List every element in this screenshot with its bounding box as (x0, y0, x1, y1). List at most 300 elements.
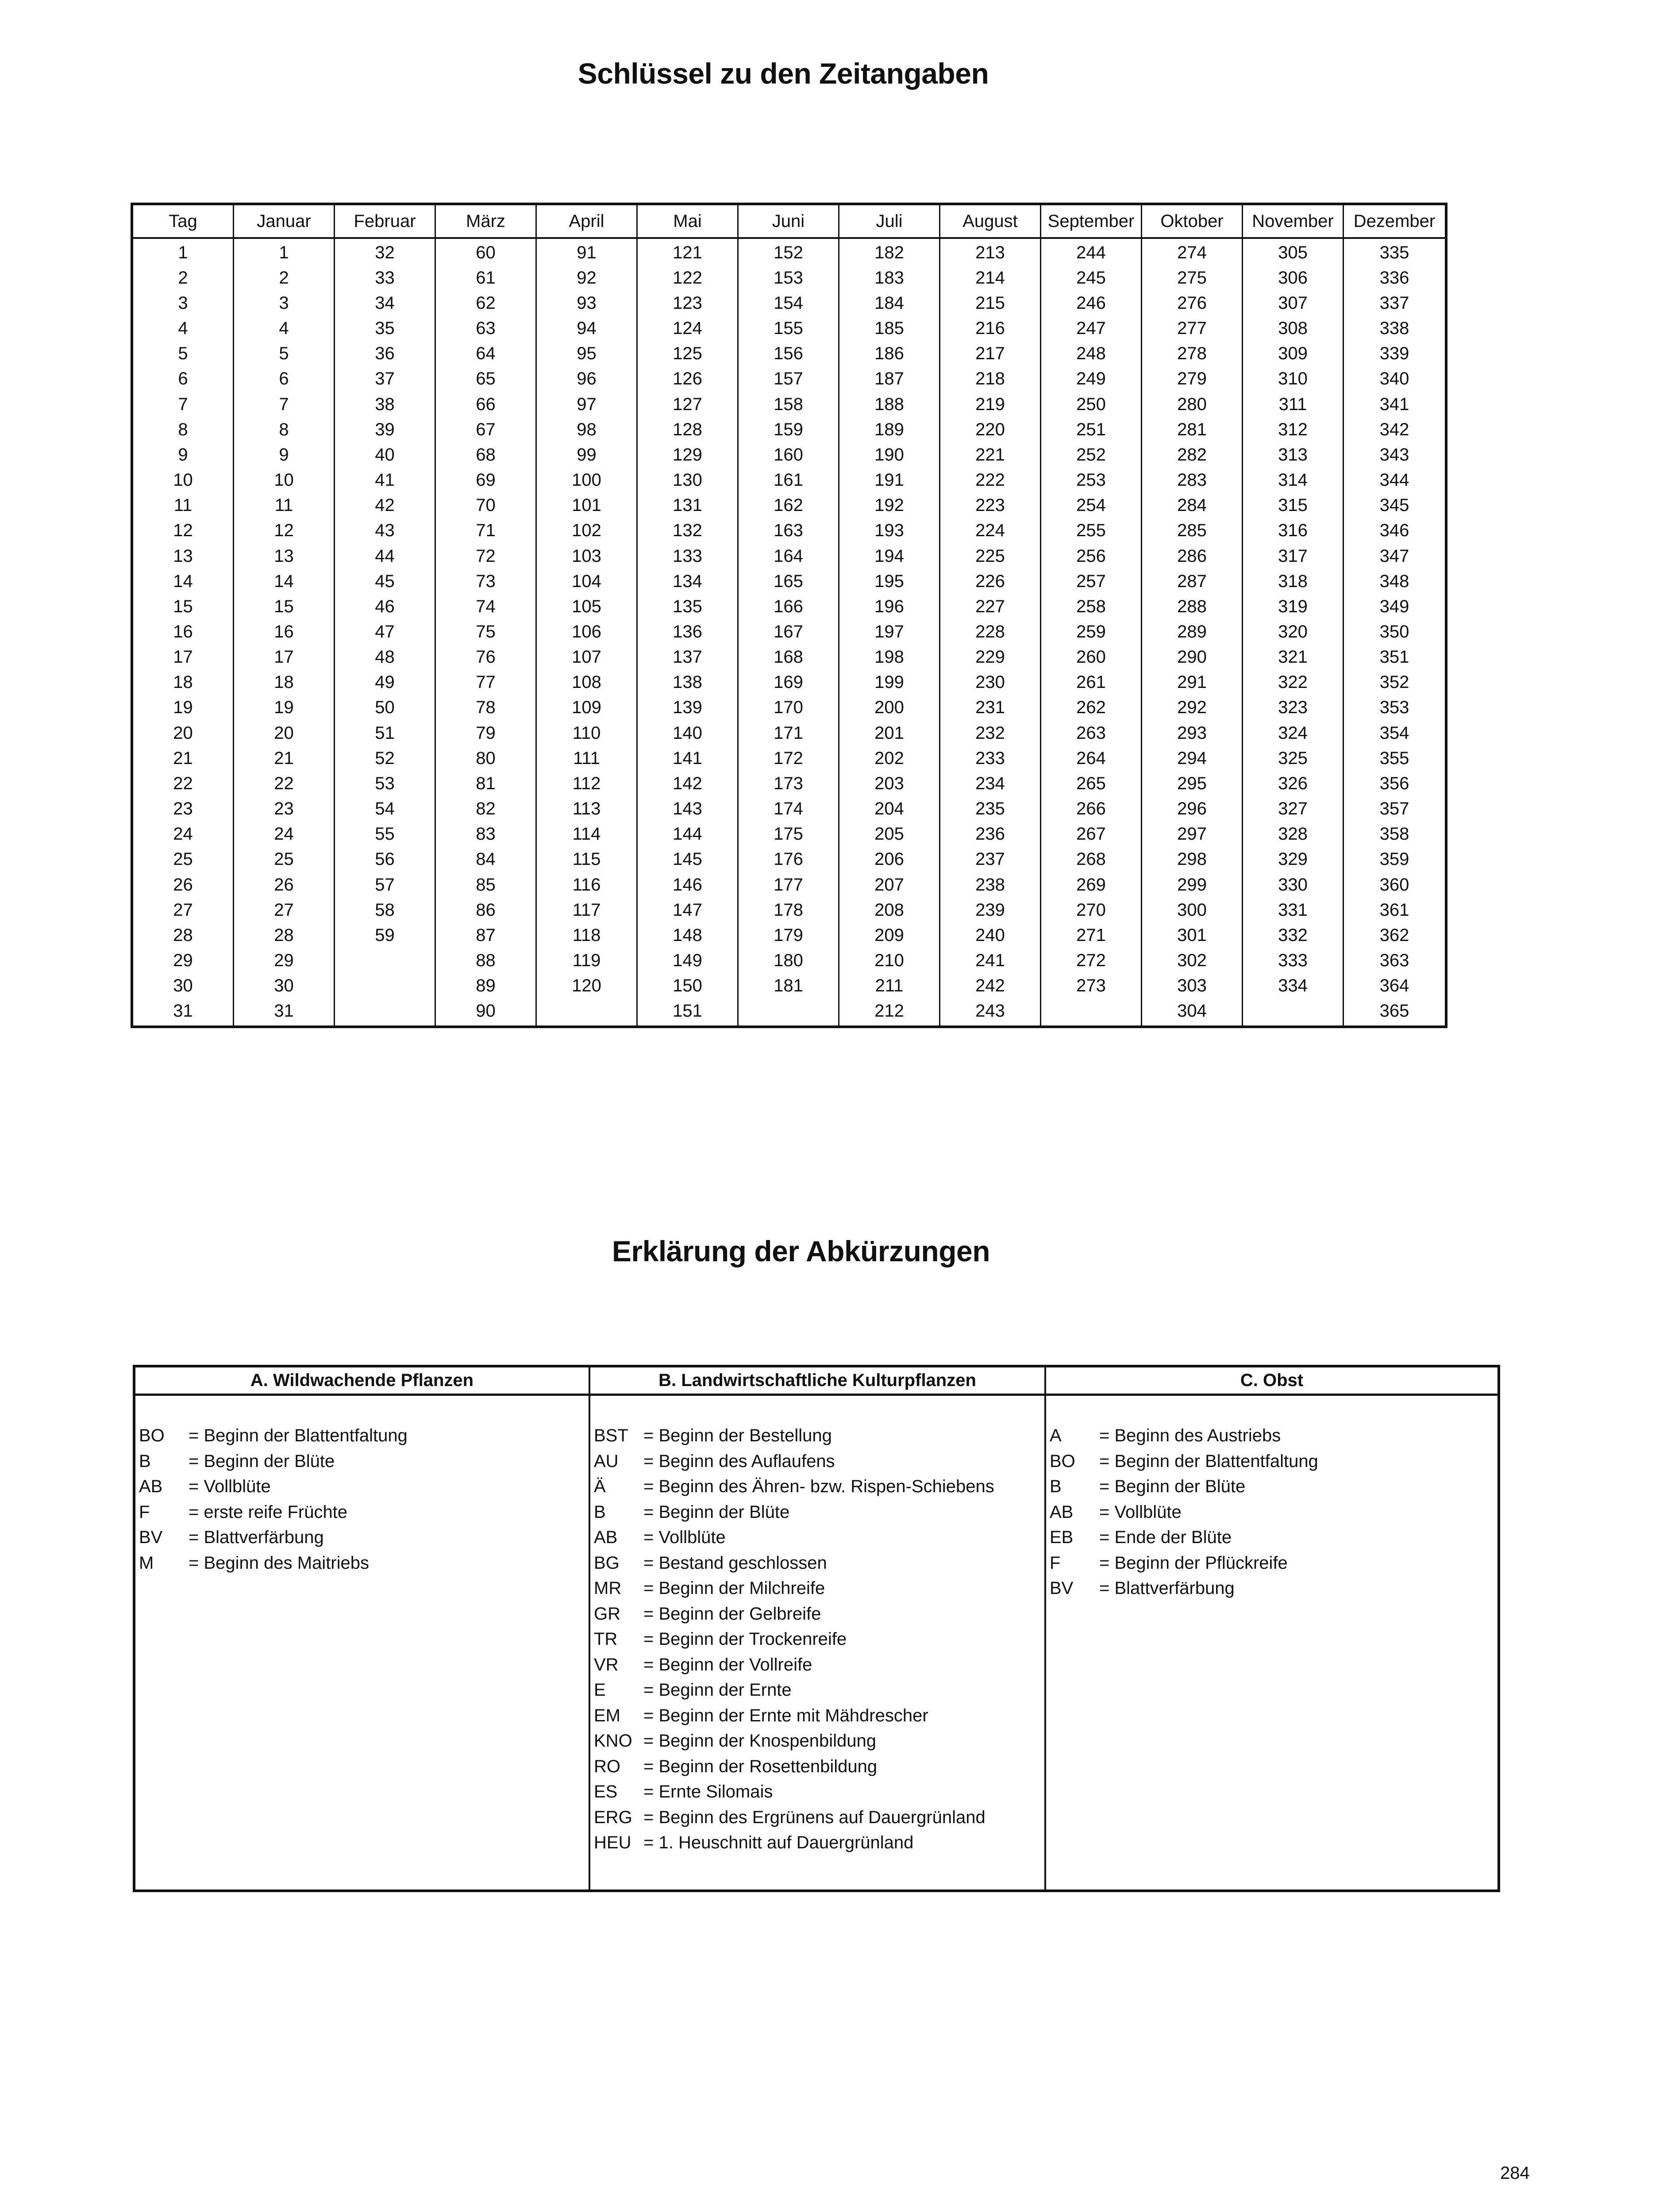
table-cell: 28 (173, 925, 193, 945)
abbreviation-code: BV (139, 1528, 163, 1548)
table-cell: 18 (173, 672, 193, 692)
table-cell: 126 (673, 369, 702, 389)
table-cell: 25 (274, 849, 294, 869)
table-cell: 262 (1076, 698, 1106, 718)
table-cell: 87 (476, 925, 496, 945)
table-cell: 95 (577, 344, 597, 364)
table-cell: 302 (1177, 951, 1207, 971)
table-cell: 313 (1278, 445, 1308, 465)
table-cell: 266 (1076, 799, 1106, 819)
abbreviation-item (1050, 1474, 1497, 1500)
abbreviation-item (594, 1449, 1044, 1475)
abbreviation-meaning: = Beginn der Ernte (643, 1680, 792, 1700)
table-cell: 349 (1379, 596, 1409, 616)
table-cell: 250 (1076, 394, 1106, 414)
table-cell: 238 (975, 875, 1005, 895)
table-cell: 187 (874, 369, 904, 389)
abbreviation-code: BO (139, 1426, 165, 1446)
table-cell: 363 (1379, 951, 1409, 971)
table-cell: 247 (1076, 319, 1106, 338)
table-cell: 30 (274, 976, 294, 996)
table-cell: 212 (874, 1001, 904, 1021)
table-cell: 11 (173, 495, 192, 515)
abbreviation-group (1046, 1367, 1497, 1889)
abbreviation-meaning: = Beginn der Vollreife (643, 1655, 812, 1674)
table-cell: 175 (774, 824, 803, 844)
table-cell: 42 (375, 495, 395, 515)
table-cell: 232 (975, 723, 1005, 743)
table-cell: 338 (1379, 319, 1409, 338)
table-cell: 256 (1076, 546, 1106, 566)
table-cell: 16 (173, 622, 193, 641)
abbreviation-code: BO (1050, 1451, 1075, 1471)
table-cell: 130 (673, 470, 702, 490)
abbreviation-code: ERG (594, 1807, 632, 1827)
table-column (940, 239, 1041, 1025)
abbreviation-meaning: = Beginn des Maitriebs (189, 1553, 370, 1573)
table-cell: 293 (1177, 723, 1207, 743)
table-cell: 24 (173, 824, 193, 844)
table-cell: 142 (673, 773, 702, 793)
abbreviation-code: AB (139, 1477, 163, 1497)
table-cell: 154 (774, 293, 803, 313)
table-cell: 145 (673, 849, 702, 869)
table-cell: 79 (476, 723, 496, 743)
abbreviation-item (139, 1551, 589, 1576)
table-cell: 326 (1278, 773, 1308, 793)
table-cell: 324 (1278, 723, 1308, 743)
table-cell: 354 (1379, 723, 1409, 743)
abbreviation-group (590, 1367, 1046, 1889)
table-cell: 273 (1076, 976, 1106, 996)
abbreviation-meaning: = Vollblüte (1099, 1502, 1182, 1522)
abbreviation-item (594, 1576, 1044, 1601)
table-cell: 57 (375, 875, 395, 895)
table-cell: 237 (975, 849, 1005, 869)
abbreviation-code: KNO (594, 1731, 632, 1751)
abbreviation-item (139, 1474, 589, 1500)
abbreviation-meaning: = Beginn der Knospenbildung (643, 1731, 876, 1751)
table-cell: 316 (1278, 521, 1308, 541)
table-cell: 123 (673, 293, 702, 313)
page-number: 284 (1500, 2163, 1530, 2183)
table-cell: 242 (975, 976, 1005, 996)
table-cell: 321 (1278, 647, 1308, 667)
table-cell: 2 (279, 268, 289, 288)
column-header: Juli (839, 205, 940, 237)
table-cell: 37 (375, 369, 395, 389)
table-cell: 125 (673, 344, 702, 364)
abbreviation-code: AU (594, 1451, 619, 1471)
table-cell: 282 (1177, 445, 1207, 465)
table-cell: 260 (1076, 647, 1106, 667)
abbreviation-item (594, 1525, 1044, 1551)
table-cell: 312 (1278, 419, 1308, 439)
table-cell: 94 (577, 319, 597, 338)
table-cell: 40 (375, 445, 395, 465)
table-cell: 345 (1379, 495, 1409, 515)
table-cell: 70 (476, 495, 496, 515)
abbreviation-item (594, 1627, 1044, 1652)
abbreviation-meaning: = Ernte Silomais (643, 1782, 773, 1802)
abbreviation-meaning: = 1. Heuschnitt auf Dauergrünland (643, 1833, 914, 1853)
table-cell: 21 (274, 748, 294, 768)
abbreviation-meaning: = Beginn der Blattentfaltung (1099, 1451, 1318, 1471)
table-cell: 157 (774, 369, 803, 389)
table-cell: 296 (1177, 799, 1207, 819)
table-cell: 27 (274, 900, 294, 920)
table-cell: 182 (874, 242, 904, 262)
table-cell: 5 (279, 344, 289, 364)
table-cell: 188 (874, 394, 904, 414)
table-cell: 283 (1177, 470, 1207, 490)
table-cell: 241 (975, 951, 1005, 971)
table-cell: 221 (975, 445, 1005, 465)
abbreviation-item (594, 1728, 1044, 1754)
abbreviation-item (594, 1805, 1044, 1831)
abbreviation-code: HEU (594, 1833, 631, 1853)
abbreviation-meaning: = Vollblüte (643, 1528, 726, 1548)
table-cell: 22 (173, 773, 193, 793)
abbreviation-item (594, 1601, 1044, 1627)
table-cell: 62 (476, 293, 496, 313)
table-cell: 305 (1278, 242, 1308, 262)
abbreviation-item (139, 1500, 589, 1525)
table-cell: 47 (375, 622, 395, 641)
table-cell: 118 (572, 925, 601, 945)
table-cell: 299 (1177, 875, 1207, 895)
table-cell: 272 (1076, 951, 1106, 971)
table-cell: 120 (572, 976, 601, 996)
abbreviation-code: RO (594, 1756, 620, 1776)
table-cell: 171 (774, 723, 803, 743)
table-cell: 309 (1278, 344, 1308, 364)
table-cell: 131 (673, 495, 702, 515)
table-cell: 117 (572, 900, 601, 920)
table-cell: 298 (1177, 849, 1207, 869)
table-cell: 318 (1278, 571, 1308, 591)
table-cell: 174 (774, 799, 803, 819)
abbreviation-code: MR (594, 1578, 622, 1598)
table-cell: 71 (476, 521, 496, 541)
abbreviation-meaning: = Vollblüte (189, 1477, 271, 1497)
abbreviation-item (139, 1449, 589, 1475)
table-cell: 135 (673, 596, 702, 616)
abbreviation-item (594, 1703, 1044, 1729)
abbreviation-meaning: = Blattverfärbung (189, 1528, 324, 1548)
table-body (133, 239, 1445, 1025)
table-cell: 31 (274, 1001, 294, 1021)
column-header: September (1041, 205, 1142, 237)
table-cell: 334 (1278, 976, 1308, 996)
table-cell: 1 (279, 242, 289, 262)
table-column (1243, 239, 1344, 1025)
abbreviation-item (1050, 1423, 1497, 1449)
table-column (537, 239, 638, 1025)
table-cell: 104 (572, 571, 601, 591)
table-cell (335, 973, 435, 998)
table-cell: 113 (572, 799, 601, 819)
table-cell: 161 (774, 470, 803, 490)
table-cell: 3 (279, 293, 289, 313)
table-cell: 325 (1278, 748, 1308, 768)
abbreviation-group (135, 1367, 590, 1889)
table-cell: 24 (274, 824, 294, 844)
page-title: Schlüssel zu den Zeitangaben (577, 57, 989, 90)
table-cell: 30 (173, 976, 193, 996)
table-cell (537, 998, 636, 1024)
table-cell: 235 (975, 799, 1005, 819)
abbreviation-code: M (139, 1553, 154, 1573)
table-cell: 315 (1278, 495, 1308, 515)
table-cell: 343 (1379, 445, 1409, 465)
table-cell: 67 (476, 419, 496, 439)
table-cell: 144 (673, 824, 702, 844)
table-cell: 76 (476, 647, 496, 667)
table-cell: 134 (673, 571, 702, 591)
table-cell: 258 (1076, 596, 1106, 616)
table-cell: 136 (673, 622, 702, 641)
abbreviation-code: F (139, 1502, 150, 1522)
table-cell: 109 (572, 698, 601, 718)
table-cell: 327 (1278, 799, 1308, 819)
table-cell: 41 (375, 470, 395, 490)
table-cell: 158 (774, 394, 803, 414)
table-cell: 344 (1379, 470, 1409, 490)
table-cell: 22 (274, 773, 294, 793)
abbreviation-item (1050, 1525, 1497, 1551)
table-cell: 19 (173, 698, 193, 718)
table-cell: 20 (173, 723, 193, 743)
table-cell: 285 (1177, 521, 1207, 541)
table-cell: 195 (874, 571, 904, 591)
table-cell: 244 (1076, 242, 1106, 262)
table-cell: 23 (274, 799, 294, 819)
abbreviation-meaning: = Beginn der Trockenreife (643, 1629, 847, 1649)
abbreviation-code: B (1050, 1477, 1062, 1497)
abbreviation-code: BST (594, 1426, 628, 1446)
table-cell: 29 (173, 951, 193, 971)
column-header: November (1243, 205, 1344, 237)
table-cell (335, 998, 435, 1024)
abbreviation-item (1050, 1500, 1497, 1525)
table-cell: 77 (476, 672, 496, 692)
table-cell: 243 (975, 1001, 1005, 1021)
table-cell: 137 (673, 647, 702, 667)
table-cell: 359 (1379, 849, 1409, 869)
abbreviation-code: B (139, 1451, 151, 1471)
table-cell: 143 (673, 799, 702, 819)
abbreviation-list (590, 1396, 1044, 1856)
table-cell: 180 (774, 951, 803, 971)
table-cell: 196 (874, 596, 904, 616)
table-cell: 59 (375, 925, 395, 945)
table-cell: 1 (178, 242, 188, 262)
table-cell: 92 (577, 268, 597, 288)
table-cell: 225 (975, 546, 1005, 566)
table-cell: 249 (1076, 369, 1106, 389)
table-cell: 198 (874, 647, 904, 667)
table-cell: 210 (874, 951, 904, 971)
table-cell: 7 (279, 394, 289, 414)
table-cell: 294 (1177, 748, 1207, 768)
table-cell: 336 (1379, 268, 1409, 288)
table-cell: 269 (1076, 875, 1106, 895)
table-cell: 61 (476, 268, 496, 288)
table-cell: 153 (774, 268, 803, 288)
table-cell: 178 (774, 900, 803, 920)
table-cell: 218 (975, 369, 1005, 389)
table-cell: 50 (375, 698, 395, 718)
table-cell: 331 (1278, 900, 1308, 920)
table-cell: 2 (178, 268, 188, 288)
table-cell: 206 (874, 849, 904, 869)
abbreviation-code: EM (594, 1705, 620, 1725)
table-cell: 85 (476, 875, 496, 895)
table-column (739, 239, 839, 1025)
table-cell: 231 (975, 698, 1005, 718)
table-cell: 112 (572, 773, 601, 793)
table-cell: 139 (673, 698, 702, 718)
abbreviation-code: A (1050, 1426, 1062, 1446)
abbreviation-meaning: = Beginn des Ähren- bzw. Rispen-Schiebens (643, 1477, 994, 1497)
table-cell: 223 (975, 495, 1005, 515)
table-cell: 128 (673, 419, 702, 439)
table-cell: 216 (975, 319, 1005, 338)
table-cell: 357 (1379, 799, 1409, 819)
abbreviation-code: AB (1050, 1502, 1074, 1522)
table-cell: 214 (975, 268, 1005, 288)
table-cell: 301 (1177, 925, 1207, 945)
table-cell: 329 (1278, 849, 1308, 869)
table-cell: 172 (774, 748, 803, 768)
table-cell: 191 (874, 470, 904, 490)
table-cell: 201 (874, 723, 904, 743)
table-cell: 159 (774, 419, 803, 439)
table-cell: 107 (572, 647, 601, 667)
abbreviation-code: E (594, 1680, 606, 1700)
table-cell: 162 (774, 495, 803, 515)
column-header: März (436, 205, 537, 237)
abbreviation-meaning: = Beginn der Bestellung (643, 1426, 832, 1446)
table-column (1344, 239, 1445, 1025)
table-cell: 165 (774, 571, 803, 591)
abbreviation-meaning: = Beginn des Austriebs (1099, 1426, 1281, 1446)
table-cell: 141 (673, 748, 702, 768)
table-cell: 7 (178, 394, 188, 414)
table-cell: 303 (1177, 976, 1207, 996)
table-cell: 364 (1379, 976, 1409, 996)
table-cell: 155 (774, 319, 803, 338)
table-cell: 10 (173, 470, 193, 490)
abbreviation-code: BG (594, 1553, 620, 1573)
table-cell: 108 (572, 672, 601, 692)
abbreviation-code: Ä (594, 1477, 606, 1497)
table-cell: 352 (1379, 672, 1409, 692)
table-cell: 311 (1278, 394, 1307, 414)
table-cell: 83 (476, 824, 496, 844)
table-cell: 148 (673, 925, 702, 945)
table-cell: 236 (975, 824, 1005, 844)
table-cell: 160 (774, 445, 803, 465)
table-cell: 317 (1278, 546, 1308, 566)
table-cell: 274 (1177, 242, 1207, 262)
table-cell: 295 (1177, 773, 1207, 793)
table-cell: 297 (1177, 824, 1207, 844)
abbreviation-meaning: = Beginn der Rosettenbildung (643, 1756, 878, 1776)
table-cell: 268 (1076, 849, 1106, 869)
table-cell: 205 (874, 824, 904, 844)
abbreviation-code: F (1050, 1553, 1061, 1573)
abbreviation-item (594, 1754, 1044, 1780)
table-cell: 66 (476, 394, 496, 414)
table-cell: 233 (975, 748, 1005, 768)
table-cell: 245 (1076, 268, 1106, 288)
table-cell: 220 (975, 419, 1005, 439)
table-cell: 64 (476, 344, 496, 364)
table-cell: 173 (774, 773, 803, 793)
table-cell: 14 (173, 571, 193, 591)
table-cell: 197 (874, 622, 904, 641)
table-cell: 257 (1076, 571, 1106, 591)
table-cell: 56 (375, 849, 395, 869)
table-cell: 163 (774, 521, 803, 541)
table-cell: 332 (1278, 925, 1308, 945)
table-cell: 347 (1379, 546, 1409, 566)
table-cell: 29 (274, 951, 294, 971)
abbreviation-item (594, 1500, 1044, 1525)
table-cell: 16 (274, 622, 294, 641)
abbreviation-code: ES (594, 1782, 618, 1802)
table-cell: 18 (274, 672, 294, 692)
table-cell: 348 (1379, 571, 1409, 591)
table-cell: 44 (375, 546, 395, 566)
table-cell: 72 (476, 546, 496, 566)
table-cell: 98 (577, 419, 597, 439)
table-cell: 13 (173, 546, 193, 566)
table-cell: 105 (572, 596, 601, 616)
table-cell: 52 (375, 748, 395, 768)
table-cell: 49 (375, 672, 395, 692)
table-column (335, 239, 436, 1025)
table-cell: 25 (173, 849, 193, 869)
abbreviation-list (1046, 1396, 1497, 1601)
table-column (1041, 239, 1142, 1025)
table-cell: 91 (577, 242, 597, 262)
table-cell: 200 (874, 698, 904, 718)
column-header: April (537, 205, 638, 237)
table-cell: 138 (673, 672, 702, 692)
table-cell: 261 (1076, 672, 1106, 692)
table-cell: 320 (1278, 622, 1308, 641)
abbreviation-meaning: = Beginn der Pflückreife (1099, 1553, 1288, 1573)
table-column (234, 239, 335, 1025)
table-cell: 103 (572, 546, 601, 566)
table-cell: 355 (1379, 748, 1409, 768)
abbreviation-meaning: = Beginn der Blüte (643, 1502, 790, 1522)
table-cell: 150 (673, 976, 702, 996)
table-cell: 19 (274, 698, 294, 718)
abbreviation-group-header: B. Landwirtschaftliche Kulturpflanzen (590, 1367, 1044, 1396)
table-cell: 122 (673, 268, 702, 288)
table-cell: 265 (1076, 773, 1106, 793)
abbreviation-list (135, 1396, 589, 1576)
table-cell: 203 (874, 773, 904, 793)
table-cell: 97 (577, 394, 597, 414)
table-cell: 227 (975, 596, 1005, 616)
table-cell: 84 (476, 849, 496, 869)
table-cell: 351 (1379, 647, 1409, 667)
